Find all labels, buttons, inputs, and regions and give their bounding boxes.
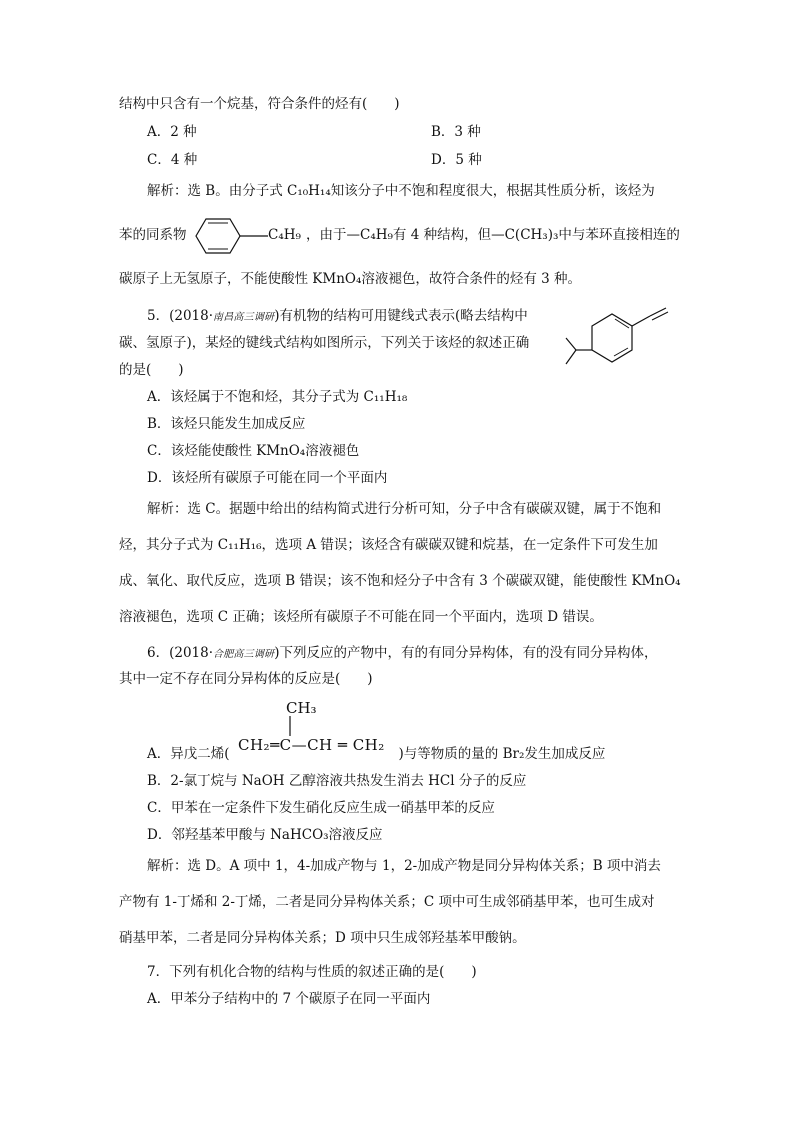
question-5-line3: 的是( ) xyxy=(119,362,184,378)
question-5-line1: 5．(2018·南昌高三调研)有机物的结构可用键线式表示(略去结构中 xyxy=(147,308,528,324)
option-a: A．该烃属于不饱和烃，其分子式为 C₁₁H₁₈ xyxy=(147,389,408,405)
explanation-line: 硝基甲苯，二者是同分异构体关系；D 项中只生成邻羟基苯甲酸钠。 xyxy=(119,930,526,946)
explanation-line: 碳原子上无氢原子，不能使酸性 KMnO₄溶液褪色，故符合条件的烃有 3 种。 xyxy=(119,271,582,287)
explanation-line: 成、氧化、取代反应，选项 B 错误；该不饱和烃分子中含有 3 个碳碳双键，能使酸性 KMnO₄ xyxy=(119,573,681,589)
question-stem: 结构中只含有一个烷基，符合条件的烃有( ) xyxy=(119,96,400,112)
option-a: A．异戊二烯( )与等物质的量的 Br₂发生加成反应 xyxy=(147,746,606,762)
benzene-ring-diagram xyxy=(190,212,270,260)
substituent-label: C₄H₉ xyxy=(268,227,301,243)
source-tag: 合肥高三调研 xyxy=(213,649,275,660)
option-d: D．5 种 xyxy=(431,152,482,168)
skeletal-structure-diagram xyxy=(562,304,680,396)
option-c: C．4 种 xyxy=(147,152,198,168)
question-7-stem: 7．下列有机化合物的结构与性质的叙述正确的是( ) xyxy=(147,964,477,980)
option-a: A．甲苯分子结构中的 7 个碳原子在同一平面内 xyxy=(147,991,431,1007)
option-b: B．3 种 xyxy=(431,124,481,140)
formula-methyl: CH₃ xyxy=(286,699,317,717)
explanation-line: 解析：选 D。A 项中 1，4-加成产物与 1，2-加成产物是同分异构体关系；B 项中消去 xyxy=(147,858,661,874)
explanation-line: 解析：选 B。由分子式 C₁₀H₁₄知该分子中不饱和程度很大，根据其性质分析，该烃为 xyxy=(147,183,655,199)
question-6-line1: 6．(2018·合肥高三调研)下列反应的产物中，有的有同分异构体，有的没有同分异构体， xyxy=(147,645,658,661)
source-tag: 南昌高三调研 xyxy=(213,312,275,323)
formula-bond-vertical xyxy=(287,716,293,736)
explanation-line: 产物有 1-丁烯和 2-丁烯，二者是同分异构体关系；C 项中可生成邻硝基甲苯，也可生成对 xyxy=(119,894,655,910)
question-6-line2: 其中一定不存在同分异构体的反应是( ) xyxy=(119,671,373,687)
option-d: D．邻羟基苯甲酸与 NaHCO₃溶液反应 xyxy=(147,827,383,843)
option-b: B．该烃只能发生加成反应 xyxy=(147,416,306,432)
option-a: A．2 种 xyxy=(147,124,197,140)
option-c: C．甲苯在一定条件下发生硝化反应生成一硝基甲苯的反应 xyxy=(147,800,495,816)
question-5-line2: 碳、氢原子)，某烃的键线式结构如图所示，下列关于该烃的叙述正确 xyxy=(119,335,530,351)
explanation-line: 苯的同系物 xyxy=(119,227,187,243)
option-c: C．该烃能使酸性 KMnO₄溶液褪色 xyxy=(147,443,360,459)
explanation-line: 溶液褪色，选项 C 正确；该烃所有碳原子不可能在同一个平面内，选项 D 错误。 xyxy=(119,609,603,625)
explanation-line: 解析：选 C。据题中给出的结构简式进行分析可知，分子中含有碳碳双键，属于不饱和 xyxy=(147,501,662,517)
explanation-line: 烃，其分子式为 C₁₁H₁₆，选项 A 错误；该烃含有碳碳双键和烷基，在一定条件下可发生加 xyxy=(119,537,658,553)
option-d: D．该烃所有碳原子可能在同一个平面内 xyxy=(147,470,388,486)
isoprene-formula: CH₂═C—CH ═ CH₂ xyxy=(238,736,385,754)
option-b: B．2-氯丁烷与 NaOH 乙醇溶液共热发生消去 HCl 分子的反应 xyxy=(147,773,527,789)
explanation-line: ，由于—C₄H₉有 4 种结构，但—C(CH₃)₃中与苯环直接相连的 xyxy=(306,227,680,243)
